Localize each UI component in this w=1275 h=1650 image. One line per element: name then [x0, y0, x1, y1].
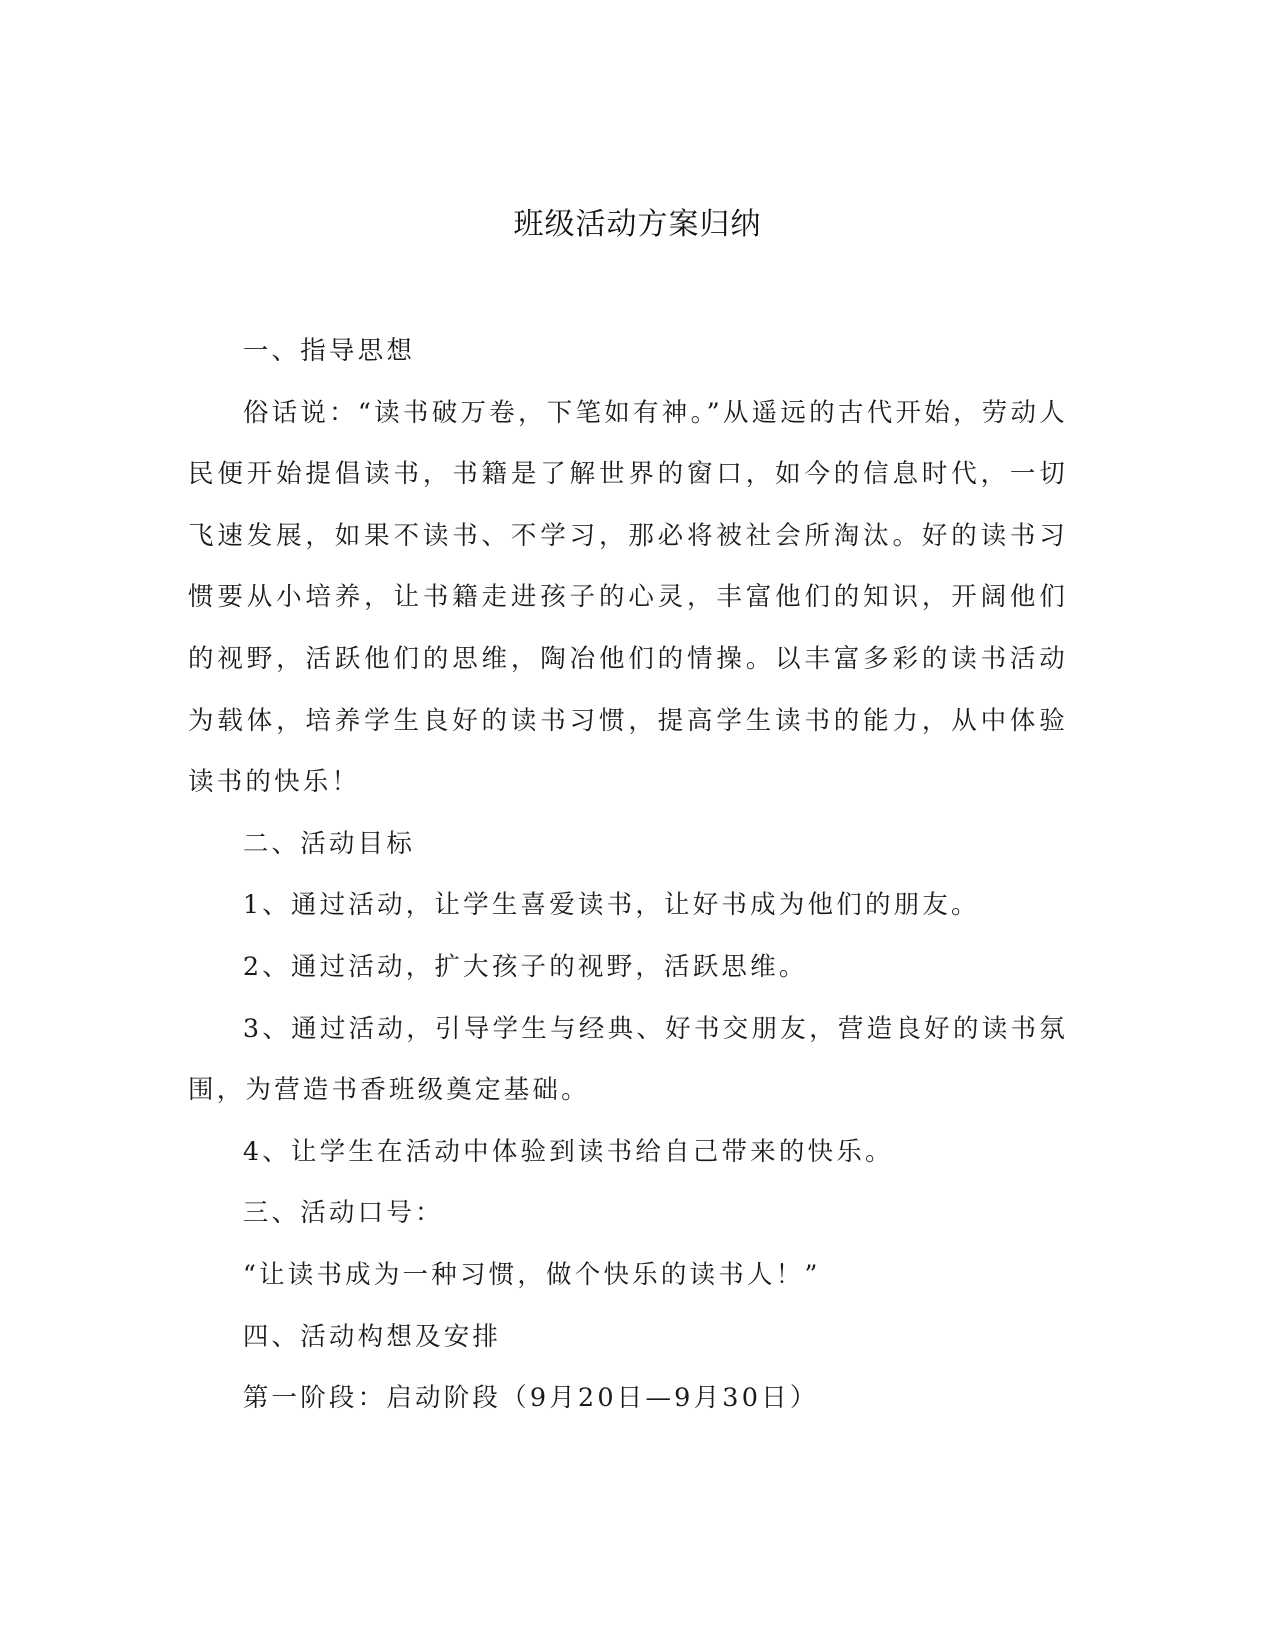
goal-item-3: 3、通过活动，引导学生与经典、好书交朋友，营造良好的读书氛围，为营造书香班级奠定基础。 — [188, 1013, 1068, 1106]
goal-item-1: 1、通过活动，让学生喜爱读书，让好书成为他们的朋友。 — [242, 890, 980, 921]
section-heading-guiding-ideology: 一、指导思想 — [242, 336, 416, 366]
document-body — [188, 321, 1068, 1430]
section-heading-activity-goals: 二、活动目标 — [242, 828, 416, 859]
goal-item-2: 2、通过活动，扩大孩子的视野，活跃思维。 — [242, 951, 808, 982]
activity-slogan: “让读书成为一种习惯，做个快乐的读书人！” — [242, 1259, 821, 1290]
paragraph-guiding-ideology: 俗话说：“读书破万卷，下笔如有神。”从遥远的古代开始，劳动人民便开始提倡读书，书籍是了解世界的窗口，如今的信息时代，一切飞速发展，如果不读书、不学习，那必将被社会所淘汰。好的读书习惯要从小培养，让书籍走进孩子的心灵，丰富他们的知识，开阔他们的视野，活跃他们的思维，陶冶他们的情操。以丰富多彩的读书活动为载体，培养学生良好的读书习惯，提高学生读书的能力，从中体验读书的快乐！ — [188, 397, 1068, 798]
section-heading-activity-plan: 四、活动构想及安排 — [242, 1321, 502, 1352]
document-title: 班级活动方案归纳 — [513, 207, 762, 242]
goal-item-4: 4、让学生在活动中体验到读书给自己带来的快乐。 — [242, 1136, 894, 1167]
stage-one-heading: 第一阶段：启动阶段（9月20日—9月30日） — [242, 1383, 819, 1414]
section-heading-activity-slogan: 三、活动口号： — [242, 1198, 444, 1229]
